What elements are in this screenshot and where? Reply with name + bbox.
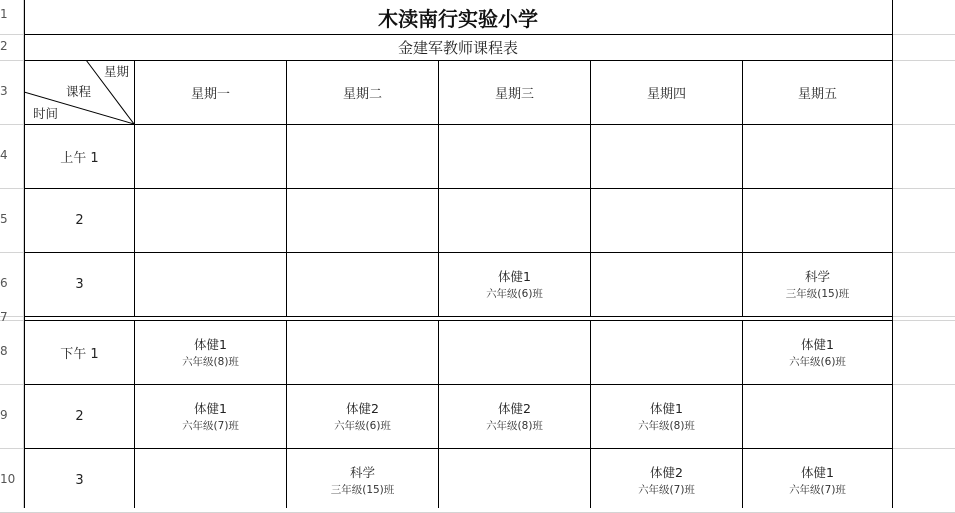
course-name: 体健1 xyxy=(801,464,834,480)
row-number: 5 xyxy=(0,212,8,226)
schedule-cell[interactable] xyxy=(287,125,438,188)
table-border xyxy=(892,0,893,508)
time-slot-label: 2 xyxy=(75,409,84,424)
course-name: 体健1 xyxy=(194,336,227,352)
schedule-cell[interactable] xyxy=(135,449,286,512)
time-slot-label: 上午 1 xyxy=(60,151,99,166)
course-name: 科学 xyxy=(804,268,830,284)
course-name: 体健1 xyxy=(498,268,531,284)
schedule-cell[interactable] xyxy=(439,253,590,316)
time-slot-label: 2 xyxy=(75,213,84,228)
class-name: 三年级(15)班 xyxy=(330,483,395,496)
course-name: 体健1 xyxy=(801,336,834,352)
weekday-header: 星期四 xyxy=(646,87,686,102)
class-name: 六年级(7)班 xyxy=(638,483,695,496)
schedule-cell[interactable] xyxy=(591,385,742,448)
schedule-cell[interactable] xyxy=(743,253,892,316)
weekday-header: 星期五 xyxy=(797,87,837,102)
schedule-cell[interactable] xyxy=(287,385,438,448)
time-slot-label: 下午 1 xyxy=(60,347,99,362)
schedule-cell[interactable] xyxy=(135,253,286,316)
weekday-header: 星期三 xyxy=(494,87,534,102)
table-border xyxy=(24,316,892,317)
class-name: 六年级(7)班 xyxy=(789,483,846,496)
class-name: 六年级(8)班 xyxy=(182,355,239,368)
table-subtitle: 金建军教师课程表 xyxy=(397,39,518,57)
corner-label-course: 课程 xyxy=(66,84,92,99)
schedule-cell[interactable] xyxy=(135,125,286,188)
course-name: 体健1 xyxy=(194,400,227,416)
schedule-cell[interactable] xyxy=(743,125,892,188)
row-number: 7 xyxy=(0,310,8,324)
page-title: 木渎南行实验小学 xyxy=(378,6,538,31)
corner-label-weekday: 星期 xyxy=(104,64,130,79)
row-number: 6 xyxy=(0,276,8,290)
schedule-cell[interactable] xyxy=(135,189,286,252)
schedule-cell[interactable] xyxy=(743,385,892,448)
row-number: 9 xyxy=(0,408,8,422)
class-name: 六年级(8)班 xyxy=(486,419,543,432)
schedule-cell[interactable] xyxy=(591,125,742,188)
row-number: 4 xyxy=(0,148,8,162)
course-name: 体健2 xyxy=(650,464,683,480)
schedule-cell[interactable] xyxy=(439,125,590,188)
time-slot-label: 3 xyxy=(75,277,84,292)
row-number: 2 xyxy=(0,39,8,53)
weekday-header: 星期二 xyxy=(342,87,382,102)
schedule-cell[interactable] xyxy=(591,449,742,512)
schedule-cell[interactable] xyxy=(591,321,742,384)
row-number: 8 xyxy=(0,344,8,358)
class-name: 六年级(6)班 xyxy=(789,355,846,368)
schedule-cell[interactable] xyxy=(439,385,590,448)
time-slot-label: 3 xyxy=(75,473,84,488)
schedule-cell[interactable] xyxy=(287,321,438,384)
schedule-cell[interactable] xyxy=(439,321,590,384)
class-name: 六年级(6)班 xyxy=(486,287,543,300)
row-number: 10 xyxy=(0,472,16,486)
class-name: 三年级(15)班 xyxy=(785,287,850,300)
class-name: 六年级(6)班 xyxy=(334,419,391,432)
corner-label-time: 时间 xyxy=(33,106,59,121)
schedule-cell[interactable] xyxy=(287,189,438,252)
schedule-cell[interactable] xyxy=(743,449,892,512)
weekday-header: 星期一 xyxy=(190,87,230,102)
schedule-cell[interactable] xyxy=(135,321,286,384)
class-name: 六年级(7)班 xyxy=(182,419,239,432)
schedule-cell[interactable] xyxy=(591,189,742,252)
schedule-cell[interactable] xyxy=(591,253,742,316)
schedule-cell[interactable] xyxy=(743,321,892,384)
schedule-cell[interactable] xyxy=(287,449,438,512)
schedule-cell[interactable] xyxy=(439,189,590,252)
course-name: 体健2 xyxy=(498,400,531,416)
row-number: 1 xyxy=(0,7,8,21)
course-name: 体健2 xyxy=(346,400,379,416)
schedule-cell[interactable] xyxy=(439,449,590,512)
class-name: 六年级(8)班 xyxy=(638,419,695,432)
schedule-cell[interactable] xyxy=(743,189,892,252)
course-name: 体健1 xyxy=(650,400,683,416)
schedule-cell[interactable] xyxy=(135,385,286,448)
row-number: 3 xyxy=(0,84,8,98)
schedule-cell[interactable] xyxy=(287,253,438,316)
course-name: 科学 xyxy=(349,464,375,480)
